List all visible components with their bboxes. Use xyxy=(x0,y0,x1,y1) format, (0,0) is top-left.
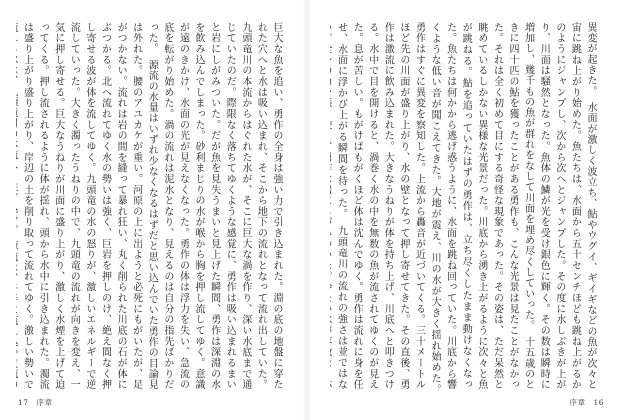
right-page-body-text: 異変が起きた。 水面が激しく波立ち、鮎やウグイ、ギイギなどの魚が次々と宙に跳ね上がり始めた。魚たちは、水面から五十センチほども跳ね上がるかのようにジャンプし、次から次へとジャンプした。その度に水しぶきが上がり、川面は騒然となった。魚体の鱗が光を受け銀色に輝く。その数は瞬時に増加し、幾千もの魚が群れをなして川面を埋め尽くしていった。 十五歳のときに四十匹の鮎を獲ったことがある勇作も、こんな光景は見たことがなかった。それは全く初めて目にする奇怪な現象であった。その姿は、ただ呆然と眺めているしかない異様な光景だった。川底から湧き上がるように次々と魚が跳ねる。鮎を追っていたはずの勇作は、立ち尽くしたまま動けなくなった。魚たちは何かから逃げ惑うように、水面を跳ね回っていた。川底から響くような低い音が聞こえてきた。大地が震え、川の水が大きく揺れ始めた。 勇作はすぐに異変を察知した。上流から轟音が近づいてくる。三十メートルほど先の川面が盛り上がり、水の壁となって押し寄せてきた。その直後、勇作は激流に飲み込まれた。大きなうねりが体を持ち上げ、川底へと叩きつける。水中で目を開けると、渦巻く水の中を無数の魚が流されてゆくのが見えた。息が苦しい。もがけばもがくほど体は沈んでゆく。勇作は流れに身を任せ、水面に浮かび上がる瞬間を待った。 九頭竜川の流れの強さは並ではな xyxy=(335,22,596,390)
right-page-number: 16 xyxy=(593,398,604,407)
left-page-number: 17 xyxy=(18,398,29,407)
left-page-footer xyxy=(18,397,53,408)
left-page-running-head: 序章 xyxy=(36,398,53,407)
right-page-footer xyxy=(569,397,604,408)
right-page xyxy=(310,0,620,420)
left-page-body-text: 巨大な魚を追い、勇作の全身は強い力で引き込まれた。淵の底の地盤に穿たれた穴へと水は吸い込まれ、そこから地下の流れとなって流れ出していた。九頭竜川の本流からはぐれた水が、そこに巨大な渦を作り、深い水底まで通じていたのだ。際限なく落ちてゆくような感覚に、勇作は吸い込まれるまいと岩にしがみついた。だが魚を見失うまいと見上げた瞬間、勇作は深淵の水を飲み込んでしまった。砂利まじりの水が喉から胸を押し流してゆく。意識が遠のきかけ、水面の光が見えなくなった。勇作の体は浮力を失い、急流の底を転がり始めた。渦の流れは泥水となり、見えるのは自分の指先ばかりだった。 源流の水量はいずれ少なくなるはずだと思い込んでいた勇作の目論見は外れた。腰のアユカケが重い。河原の上に出ようと必死にもがいたが、足がつかない。流れは岩の間を縫って暴れ狂い、丸く削られた川底の石が体にぶつかる。北へ流れてゆく水の勢いは強く、巨岩を押しのけ、絶え間なく押し寄せる波が体を流してゆく。九頭竜の水の怒りが、激しいエネルギーで逆流していった。大きく濁ったうねりの中で、九頭竜の流れが向きを変え、一気に押し寄せる。巨大なうねりが川面に盛り上がり、激しく水煙を上げて迫ってくる。押し流されるように体が揺れ、頭から水中に引き込まれた。濁流は盛り上がり盛り上がり、岸辺の土を削り取って流れてゆく。激しい勢いで xyxy=(21,22,282,390)
left-page xyxy=(0,0,304,420)
right-page-running-head: 序章 xyxy=(569,398,586,407)
